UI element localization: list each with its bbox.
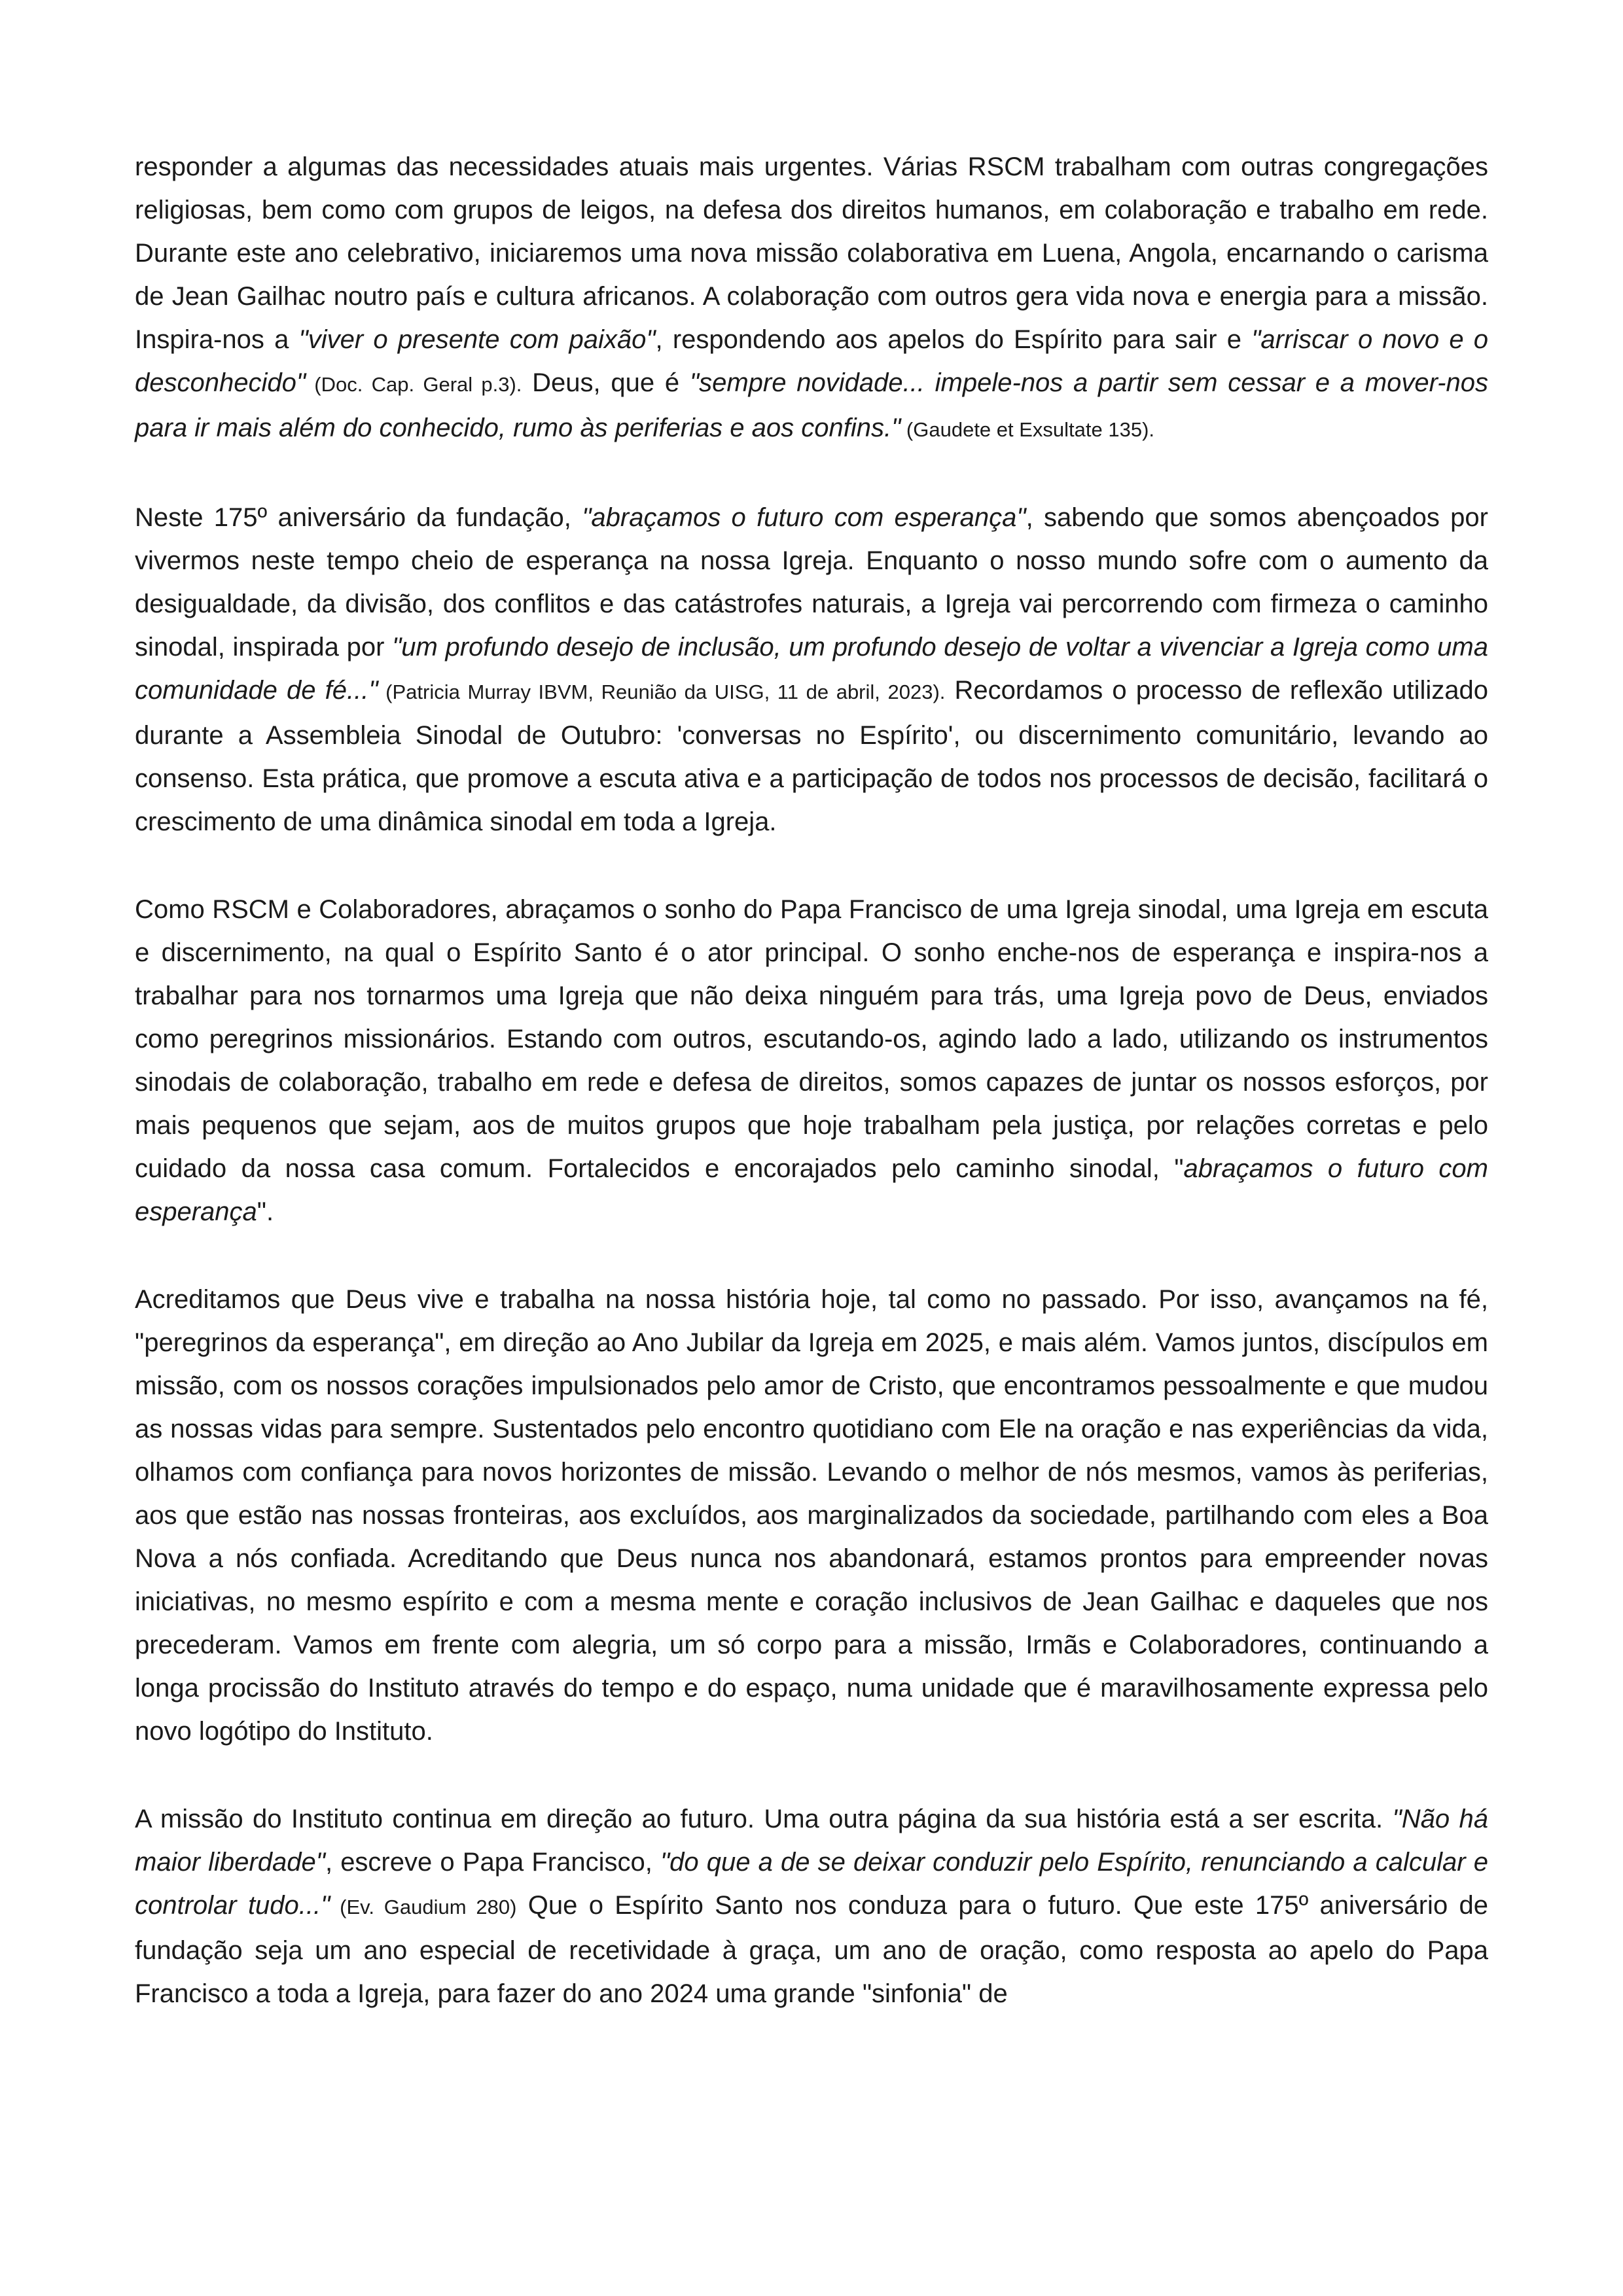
quote-segment: abraçamos o futuro com esperança [135,1154,1489,1226]
quote-segment: "um profundo desejo de inclusão, um profundo desejo de voltar a vivenciar a Igreja como uma comunidade de fé..." [135,633,1488,705]
text-segment: Acreditamos que Deus vive e trabalha na nossa história hoje, tal como no passado. Por isso, avançamos na fé, "peregrinos da esperança", em direção ao Ano Jubilar da Igreja em 2025, e mais além. Vamos juntos, discípulos em missão, com os nossos corações impulsionados pelo amor de Cristo, que encontramos pessoalmente e que mudou as nossas vidas para sempre. Sustentados pelo encontro quotidiano com Ele na oração e nas experiências da vida, olhamos com confiança para novos horizontes de missão. Levando o melhor de nós mesmos, vamos às periferias, aos que estão nas nossas fronteiras, aos excluídos, aos marginalizados da sociedade, partilhando com eles a Boa Nova a nós confiada. Acreditando que Deus nunca nos abandonará, estamos prontos para empreender novas iniciativas, no mesmo espírito e com a mesma mente e coração inclusivos de Jean Gailhac e daqueles que nos precederam. Vamos em frente com alegria, um só corpo para a missão, Irmãs e Colaboradores, continuando a longa procissão do Instituto através do tempo e do espaço, numa unidade que é maravilhosamente expressa pelo novo logótipo do Instituto. [135,1285,1488,1746]
text-segment: Deus, que é [522,368,690,397]
text-segment: responder a algumas das necessidades atuais mais urgentes. Várias RSCM trabalham com outras congregações religiosas, bem como com grupos de leigos, na defesa dos direitos humanos, em colaboração e trabalho em rede. Durante este ano celebrativo, iniciaremos uma nova missão colaborativa em Luena, Angola, encarnando o carisma de Jean Gailhac noutro país e cultura africanos. A colaboração com outros gera vida nova e energia para a missão. Inspira-nos a [135,152,1488,354]
text-segment: ". [257,1197,274,1226]
citation-segment: (Patricia Murray IBVM, Reunião da UISG, 11 de abril, 2023). [378,680,946,703]
text-segment: , escreve o Papa Francisco, [325,1848,660,1877]
document-page [135,145,1488,2015]
text-segment: , respondendo aos apelos do Espírito para sair e [655,325,1252,354]
text-segment: Que o Espírito Santo nos conduza para o futuro. Que este 175º aniversário de fundação seja um ano especial de recetividade à graça, um ano de oração, como resposta ao apelo do Papa Francisco a toda a Igreja, para fazer do ano 2024 uma grande "sinfonia" de [135,1891,1489,2008]
quote-segment: "Não há maior liberdade" [135,1805,1488,1877]
quote-segment: "arriscar o novo e o desconhecido" [135,325,1489,397]
paragraph-1 [135,145,1488,451]
text-segment: A missão do Instituto continua em direção ao futuro. Uma outra página da sua história está a ser escrita. [135,1805,1393,1833]
paragraph-2 [135,496,1488,843]
quote-segment: "sempre novidade... impele-nos a partir sem cessar e a mover-nos para ir mais além do conhecido, rumo às periferias e aos confins." [135,368,1488,442]
text-segment: Neste 175º aniversário da fundação, [135,503,582,532]
quote-segment: "viver o presente com paixão" [298,325,656,354]
citation-segment: (Ev. Gaudium 280) [330,1896,517,1918]
paragraph-3 [135,888,1488,1233]
quote-segment: "do que a de se deixar conduzir pelo Espírito, renunciando a calcular e controlar tudo..." [135,1848,1488,1920]
citation-segment: (Doc. Cap. Geral p.3). [306,373,522,396]
citation-segment: (Gaudete et Exsultate 135). [901,418,1155,441]
text-segment: Como RSCM e Colaboradores, abraçamos o sonho do Papa Francisco de uma Igreja sinodal, uma Igreja em escuta e discernimento, na qual o Espírito Santo é o ator principal. O sonho enche-nos de esperança e inspira-nos a trabalhar para nos tornarmos uma Igreja que não deixa ninguém para trás, uma Igreja povo de Deus, enviados como peregrinos missionários. Estando com outros, escutando-os, agindo lado a lado, utilizando os instrumentos sinodais de colaboração, trabalho em rede e defesa de direitos, somos capazes de juntar os nossos esforços, por mais pequenos que sejam, aos de muitos grupos que hoje trabalham pela justiça, por relações corretas e pelo cuidado da nossa casa comum. Fortalecidos e encorajados pelo caminho sinodal, " [135,895,1488,1183]
paragraph-4 [135,1278,1488,1753]
paragraph-5 [135,1797,1488,2015]
text-segment: Recordamos o processo de reflexão utilizado durante a Assembleia Sinodal de Outubro: 'conversas no Espírito', ou discernimento comunitário, levando ao consenso. Esta prática, que promove a escuta ativa e a participação de todos nos processos de decisão, facilitará o crescimento de uma dinâmica sinodal em toda a Igreja. [135,676,1489,836]
quote-segment: "abraçamos o futuro com esperança" [582,503,1026,532]
text-segment: , sabendo que somos abençoados por vivermos neste tempo cheio de esperança na nossa Igreja. Enquanto o nosso mundo sofre com o aumento da desigualdade, da divisão, dos conflitos e das catástrofes naturais, a Igreja vai percorrendo com firmeza o caminho sinodal, inspirada por [135,503,1488,662]
